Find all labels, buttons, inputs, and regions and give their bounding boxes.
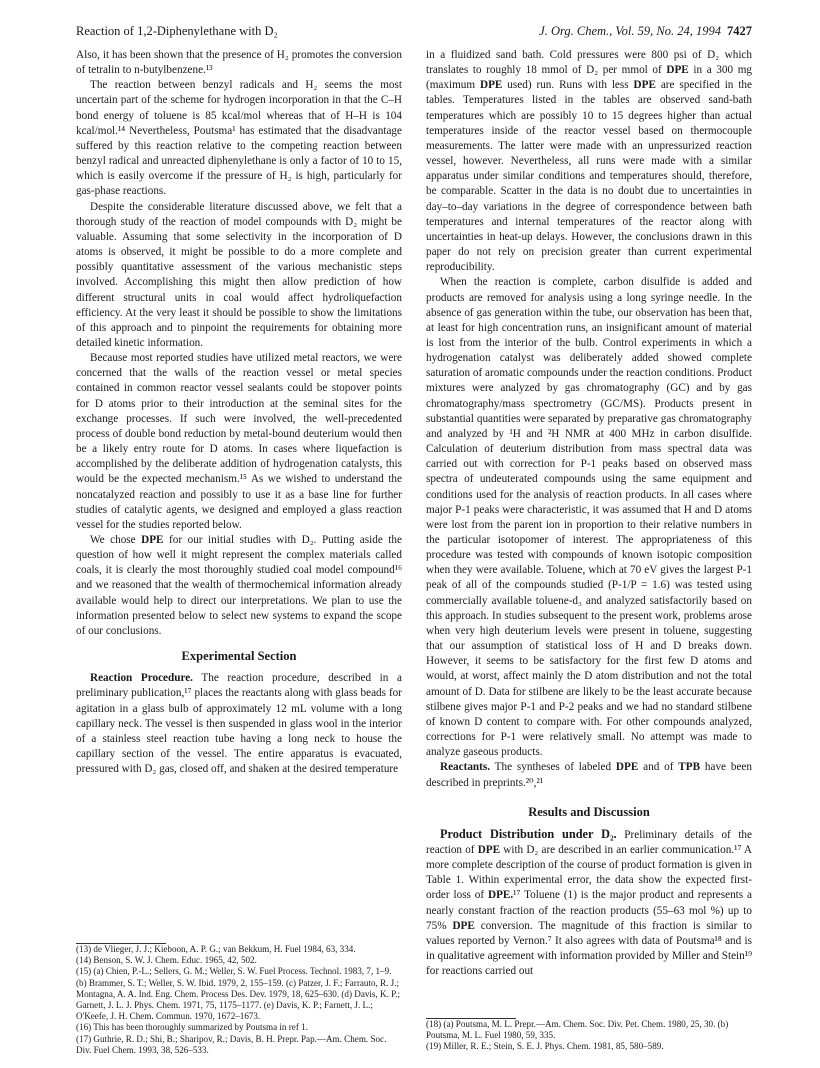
text-run: for our initial studies with D₂. Putting aside the question of how well it might represent the complex materials called coals, it is clearly the most thoroughly studied coal model compound¹⁶ and we reasoned that the wealth of thermochemical information already available would help to direct our interpretations. We plan to use the information presented below to select new systems to expand the scope of our conclusions. <box>76 534 402 637</box>
footnote: (16) This has been thoroughly summarized by Poutsma in ref 1. <box>76 1022 308 1033</box>
compound-abbrev: DPE. <box>488 889 514 902</box>
text-run: Preliminary details of the reaction of <box>426 828 752 856</box>
section-heading: Experimental Section <box>181 649 297 664</box>
compound-abbrev: DPE <box>633 79 656 92</box>
paragraph: Despite the considerable literature discussed above, we felt that a thorough study of the reaction of model compounds with D₂ might be valuable. Assuming that some selectivity in the incorporation of D atoms is observed, it might be possible to do a more complete and possibly quantitative assessment of the various mechanistic steps involved. Accomplishing this might then allow prediction of how different structural units in coal would affect hydroliquefaction efficiency. At the very least it should be possible to show the limitations of this approach and to pinpoint the requirements for obtaining more detailed kinetic information. <box>76 200 402 349</box>
compound-abbrev: DPE <box>480 79 503 92</box>
footnote: (19) Miller, R. E.; Stein, S. E. J. Phys. Chem. 1981, 85, 580–589. <box>426 1041 664 1052</box>
footnotes-left <box>76 943 402 1056</box>
compound-abbrev: DPE <box>452 919 475 932</box>
running-header <box>76 24 752 44</box>
compound-abbrev: DPE <box>615 761 639 774</box>
paragraph: The reaction between benzyl radicals and H₂ seems the most uncertain part of the scheme for hydrogen incorporation in that the C–H bond energy of toluene is 85 kcal/mol whereas that of H–H is 104 kcal/mol.¹⁴ Nevertheless, Poutsma¹ has estimated that the disadvantage suffered by this reaction relative to the competing reaction between benzyl radical and unreacted diphenylethane is only a factor of 10 to 15, which is easily overcome if the pressure of H₂ is high, particularly for gas-phase reactions. <box>76 79 402 198</box>
text-run: ¹⁷ Toluene (1) is the major product and represents a nearly constant fraction of the reaction products (55–63 mol %) up to 75% <box>426 889 752 932</box>
text-run: have been described in preprints.²⁰,²¹ <box>426 761 752 789</box>
paragraph <box>76 671 402 777</box>
compound-abbrev: DPE <box>141 534 164 546</box>
footnote: (14) Benson, S. W. J. Chem. Educ. 1965, 42, 502. <box>76 955 257 966</box>
footnote: (17) Guthrie, R. D.; Shi, B.; Sharipov, R.; Davis, B. H. Prepr. Pap.—Am. Chem. Soc. Div. Fuel Chem. 1993, 38, 526–533. <box>76 1033 387 1055</box>
section-heading: Results and Discussion <box>528 804 650 819</box>
text-run: in a fluidized sand bath. Cold pressures were 800 psi of D₂ which translates to roughly 18 mmol of D₂ per mmol of <box>426 49 752 77</box>
paragraph: When the reaction is complete, carbon disulfide is added and products are removed for analysis using a long syringe needle. In the absence of gas generation within the tube, our observation has been that, at least for high concentration runs, an insignificant amount of material is lost from the interior of the bulb. Control experiments in which a hydrogenation catalyst was deliberately added showed complete saturation of aromatic compounds under the reaction conditions. Product mixtures were analyzed by gas chromatography (GC) and by gas chromatography/mass spectrometry (GC/MS). Products present in substantial quantities were separated by preparative gas chromatography and analyzed by ¹H and ²H NMR at 400 MHz in carbon disulfide. Calculation of deuterium distribution from mass spectral data was carried out with correction for P-1 peaks based on observed mass spectra of undeuterated compounds using the same equipment and conditions used for the analysis of reaction products. In all cases where major P-1 peaks were characteristic, it was assumed that H and D atoms were lost from the parent ion in proportion to their relative numbers in the particular isotopomer of interest. The appropriateness of this procedure was tested with compounds of known isotopic composition when they were available. Toluene, which at 70 eV gives the largest P-1 peak of all of the compounds studied (P-1/P = 1.6) was tested using commercially available toluene-d₃ and analyzed satisfactorily based on this approach. In studies subsequent to the present work, problems arose when very high deuterium levels were present in toluene, suggesting that our assumption of statistical loss of H and D breaks down. However, it seems to be satisfactory for the first few D atoms and would, at worst, affect mainly the D atom distribution and not the total amount of D. Data for stilbene are likely to be the least accurate because stilbene gives major P-1 and P-2 peaks and we had no standard stilbene of known D content to compare with. For other compounds analyzed, corrections for P-1 were relatively small. No attempt was made to analyze gaseous products. <box>426 276 752 759</box>
text-run: We chose <box>90 534 142 546</box>
left-column <box>76 48 402 1058</box>
header-title: Reaction of 1,2-Diphenylethane with D₂ <box>76 24 278 38</box>
footnotes-right <box>426 1018 752 1053</box>
text-run: are specified in the tables. Temperatures listed in the tables are observed sand-bath temperatures which are possibly 10 to 15 degrees higher than actual temperatures inside of the reactor vessel based on thermocouple measurements. The latter were made with an unpressurized reaction vessel, however. Nevertheless, all runs were made with a similar apparatus under similar conditions and temperatures should, therefore, be comparable. Scatter in the data is no doubt due to uncertainties in day–to–day variations in the degree of correspondence between bath temperatures and internal temperatures of the reactor along with uncertainties in heat-up delays. However, the conclusions drawn in this paper do not rely on precision greater than current experimental reproducibility. <box>426 79 752 274</box>
paragraph <box>426 827 752 980</box>
compound-abbrev: DPE <box>477 843 501 856</box>
footnote: (13) de Vlieger, J. J.; Kieboon, A. P. G.; van Bekkum, H. Fuel 1984, 63, 334. <box>76 944 356 954</box>
paragraph <box>426 48 752 275</box>
header-journal: J. Org. Chem., Vol. 59, No. 24, 1994 <box>539 24 721 38</box>
compound-abbrev: TPB <box>678 761 701 774</box>
paragraph: Also, it has been shown that the presence of H₂ promotes the conversion of tetralin to n-butylbenzene.¹³ <box>76 49 402 77</box>
footnote: (15) (a) Chien, P.-L.; Sellers, G. M.; Weller, S. W. Fuel Process. Technol. 1983, 7, 1–9. (b) Brammer, S. T.; Weller, S. W. Ibid. 1979, 2, 155–159. (c) Patzer, J. F.; Farrauto, R. J.; Montagna, A. A. Ind. Eng. Chem. Process Des. Dev. 1979, 18, 625–630. (d) Davis, K. P.; Garnett, J. L. J. Phys. Chem. 1971, 75, 1175–1177. (e) Davis, K. P.; Farnett, J. L.; O'Keefe, J. H. Chem. Commun. 1970, 1672–1673. <box>76 966 400 1022</box>
text-run: used) run. Runs with less <box>502 79 634 92</box>
runin-heading: Product Distribution under D₂. <box>440 826 617 841</box>
runin-heading: Reactants. <box>440 761 491 774</box>
text-run: The reaction procedure, described in a preliminary publication,¹⁷ places the reactants along with glass beads for agitation in a glass bulb of approximately 12 mL volume with a long capillary neck. The vessel is then suspended in glass wool in the interior of a stainless steel reaction tube having a long neck to house the capillary section of the vessel. The entire apparatus is evacuated, pressured with D₂ gas, closed off, and shaken at the desired temperature <box>76 672 402 776</box>
page-number: 7427 <box>727 24 752 38</box>
text-run: conversion. The magnitude of this fraction is similar to values reported by Vernon.⁷ It also agrees with data of Poutsma¹⁸ and is in qualitative agreement with information provided by Miller and Stein¹⁹ for reactions carried out <box>426 919 752 978</box>
footnote: (18) (a) Poutsma, M. L. Prepr.—Am. Chem. Soc. Div. Pet. Chem. 1980, 25, 30. (b) Poutsma, M. L. Fuel 1980, 59, 335. <box>426 1019 729 1041</box>
compound-abbrev: DPE <box>666 64 689 77</box>
right-column <box>426 48 752 1058</box>
text-run: and of <box>638 761 679 774</box>
text-run: in a 300 mg (maximum <box>426 64 752 92</box>
paragraph <box>426 760 752 790</box>
text-run: with D₂ are described in an earlier communication.¹⁷ A more complete description of the course of product formation is given in Table 1. Within experimental error, the data show the expected first-order loss of <box>426 843 752 902</box>
runin-heading: Reaction Procedure. <box>90 672 193 685</box>
paragraph <box>76 533 402 639</box>
text-run: The syntheses of labeled <box>490 761 616 774</box>
paragraph: Because most reported studies have utilized metal reactors, we were concerned that the walls of the reaction vessel or metal species contained in common reactor vessel sealants could be stopover points for D atoms prior to their introduction at the seminal sites for the exchange processes. If such were involved, the well-precedented process of double bond reduction by metal-bound deuterium would then be a likely entry route for D atoms. In cases where liquefaction is accomplished by the deliberate addition of hydrogenation catalysts, this would be the expected mechanism.¹⁵ As we wished to understand the noncatalyzed reaction and possibly to use it as a base line for further studies of catalytic agents, we designed and employed a glass reaction vessel for the studies reported below. <box>76 352 402 531</box>
header-citation <box>539 24 752 39</box>
